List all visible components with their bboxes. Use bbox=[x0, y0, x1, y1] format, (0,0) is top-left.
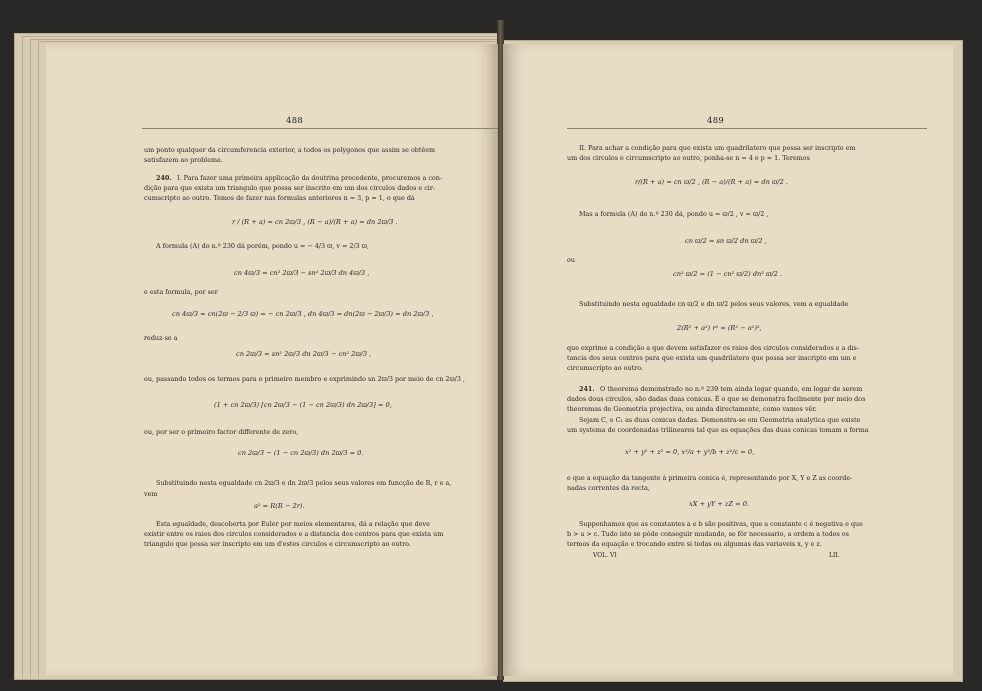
equation: r/(R + a) = cn ϖ/2 , (R − a)/(R + a) = dn ϖ/2 . bbox=[635, 178, 788, 186]
text-line: I. Para fazer uma primeira applicação da doutrina precedente, procuremos a con- bbox=[177, 174, 443, 182]
equation: cn 4ϖ/3 = cn² 2ϖ/3 − sn² 2ϖ/3 dn 4ϖ/3 , bbox=[234, 269, 370, 277]
text-line: O theorema demonstrado no n.º 239 tem ainda logar quando, em logar de serem bbox=[600, 385, 863, 393]
footer-volume: LII. bbox=[829, 552, 840, 559]
text-line: termos da equação e trocando entre si todas ou algumas das variaveis x, y e z. bbox=[567, 540, 822, 548]
text-line: Supponhamos que as constantes a e b são positivas, que a constante c é negativa e que bbox=[579, 520, 863, 528]
text-line: ou, por ser o primeiro factor differente de zero, bbox=[144, 428, 299, 436]
text-line: Substituindo nesta egualdade cn ϖ/2 e dn ϖ/2 pelos seus valores, vem a egualdade bbox=[579, 300, 849, 308]
text-line: dição para que exista um triangulo que possa ser inscrito em um dos circulos dados e cir- bbox=[144, 184, 436, 192]
text-line: ou, passando todos os termos para o primeiro membro e exprimindo sn 2ϖ/3 por meio de cn 2ϖ/3 , bbox=[144, 375, 465, 383]
left-page bbox=[46, 44, 498, 676]
equation: cn 2ϖ/3 = sn² 2ϖ/3 dn 2ϖ/3 − cn² 2ϖ/3 , bbox=[236, 350, 372, 358]
header-rule bbox=[567, 128, 927, 129]
text-line: cumscripto ao outro. Temos de fazer nas formulas anteriores n = 3, p = 1, o que dá bbox=[144, 194, 415, 202]
equation: xX + yY + zZ = 0. bbox=[689, 500, 749, 508]
text-line: um ponto qualquer da circumferencia exterior, a todos os polygonos que assim se obtêem bbox=[144, 146, 436, 154]
equation: cn ϖ/2 = sn ϖ/2 dn ϖ/2 , bbox=[685, 237, 767, 245]
page-number: 488 bbox=[286, 116, 304, 126]
right-page bbox=[503, 44, 953, 676]
page-number: 489 bbox=[707, 116, 725, 126]
equation: cn 2ϖ/3 − (1 − cn 2ϖ/3) dn 2ϖ/3 = 0. bbox=[238, 449, 364, 457]
text-line: Mas a formula (A) do n.º 230 dá, pondo u = ϖ/2 , v = ϖ/2 , bbox=[579, 210, 769, 218]
equation: (1 + cn 2ϖ/3) [cn 2ϖ/3 − (1 − cn 2ϖ/3) dn 2ϖ/3] = 0, bbox=[214, 401, 392, 409]
text-line: e esta formula, por ser bbox=[144, 288, 218, 296]
text-line: b > a > c. Tudo isto se póde conseguir mudando, se fôr necessario, a ordem a todos os bbox=[567, 530, 849, 538]
text-line: theoremas de Geometria projectiva, ou ainda directamente, como vamos vêr. bbox=[567, 405, 817, 413]
equation: x² + y² + z² = 0, x²/a + y²/b + z²/c = 0, bbox=[625, 448, 755, 456]
text-line: existir entre os raios dos circulos considerados e a distancia dos centros para que exista um bbox=[144, 530, 444, 538]
text-line: circumscripto ao outro. bbox=[567, 364, 643, 372]
equation: 2(R² + a²) r² = (R² − a²)², bbox=[677, 324, 762, 332]
text-line: reduz-se a bbox=[144, 334, 178, 342]
text-line: vem bbox=[144, 490, 158, 498]
text-line: satisfazem ao problema. bbox=[144, 156, 223, 164]
text-line: nadas correntes da recta, bbox=[567, 484, 650, 492]
text-line: Substituindo nesta egualdade cn 2ϖ/3 e dn 2ϖ/3 pelos seus valores em funcção de R, r e a, bbox=[156, 479, 452, 487]
section-241-number: 241. bbox=[579, 385, 595, 393]
text-line: ou bbox=[567, 256, 575, 264]
footer-signature: VOL. VI bbox=[593, 552, 617, 559]
text-line: um systema de coordenadas trilineares tal que as equações das duas conicas tomam a forma bbox=[567, 426, 869, 434]
text-line: dados dous circulos, são dadas duas conicas. É o que se demonstra facilmente por meio dos bbox=[567, 395, 866, 403]
text-line: que exprime a condição a que devem satisfazer os raios dos circulos considerados e a dis- bbox=[567, 344, 859, 352]
equation: a² = R(R − 2r). bbox=[254, 502, 305, 510]
section-number bbox=[579, 385, 595, 393]
section-number bbox=[156, 174, 172, 182]
text-line: Esta egualdade, descoberta por Euler por meios elementares, dá a relação que deve bbox=[156, 520, 430, 528]
equation: r / (R + a) = cn 2ϖ/3 , (R − a)/(R + a) = dn 2ϖ/3 . bbox=[232, 218, 398, 226]
header-rule bbox=[142, 128, 498, 129]
text-line: II. Para achar a condição para que exista um quadrilatero que possa ser inscripto em bbox=[579, 144, 856, 152]
text-line: e que a equação da tangente á primeira conica é, representando por X, Y e Z as coorde- bbox=[567, 474, 853, 482]
equation: cn 4ϖ/3 = cn(2ϖ − 2/3 ϖ) = − cn 2ϖ/3 , dn 4ϖ/3 = dn(2ϖ − 2ϖ/3) = dn 2ϖ/3 , bbox=[172, 310, 434, 318]
text-line: um dos circulos e circumscripto ao outro, ponha-se n = 4 e p = 1. Teremos bbox=[567, 154, 810, 162]
text-line: tancia dos seus centros para que exista um quadrilatero que possa ser inscripto em um e bbox=[567, 354, 857, 362]
text-line: Sejam C, e C₁ as duas conicas dadas. Demonstra-se em Geometria analytica que existe bbox=[579, 416, 861, 424]
section-240-number: 240. bbox=[156, 174, 172, 182]
equation: cn² ϖ/2 = (1 − cn² ϖ/2) dn² ϖ/2 . bbox=[673, 270, 783, 278]
text-line: triangulo que possa ser inscripto em um d'estes circulos e circumscripto ao outro. bbox=[144, 540, 411, 548]
text-line: A formula (A) do n.º 230 dá porém, pondo u = − 4/3 ϖ, v = 2/3 ϖ, bbox=[156, 242, 369, 250]
